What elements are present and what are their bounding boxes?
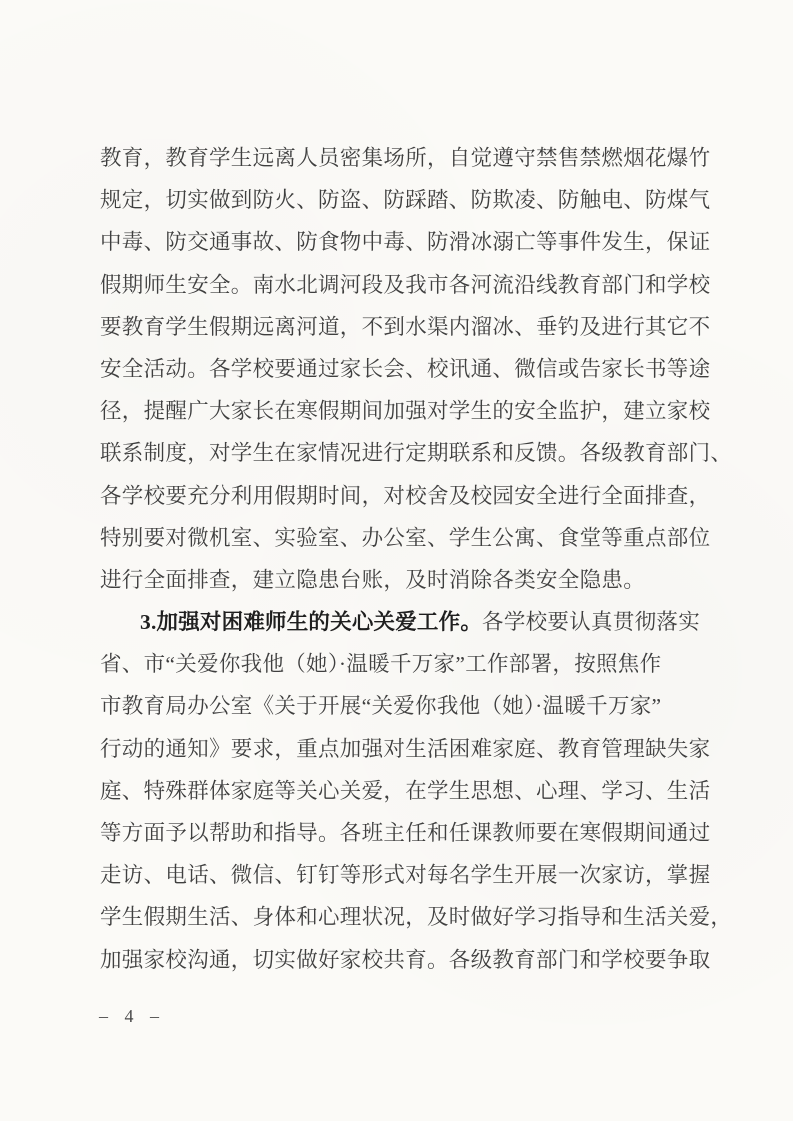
text-line: 中毒、防交通事故、防食物中毒、防滑冰溺亡等事件发生，保证 (100, 230, 711, 255)
text-line (100, 601, 716, 643)
text-line: 学生假期生活、身体和心理状况，及时做好学习指导和生活关爱， (100, 905, 733, 930)
text-line: 行动的通知》要求，重点加强对生活困难家庭、教育管理缺失家 (100, 736, 711, 761)
text-line: 教育，教育学生远离人员密集场所，自觉遵守禁售禁燃烟花爆竹 (100, 146, 711, 170)
text-line: 等方面予以帮助和指导。各班主任和任课教师要在寒假期间通过 (100, 821, 711, 845)
page-number: – 4 – (99, 1006, 165, 1026)
text-line: 假期师生安全。南水北调河段及我市各河流沿线教育部门和学校 (100, 272, 711, 297)
section-heading: 3.加强对困难师生的关心关爱工作。 (140, 610, 483, 635)
text-line: 安全活动。各学校要通过家长会、校讯通、微信或告家长书等途 (100, 356, 711, 381)
text-line: 径，提醒广大家长在寒假期间加强对学生的安全监护，建立家校 (100, 399, 711, 424)
text-line: 特别要对微机室、实验室、办公室、学生公寓、食堂等重点部位 (100, 525, 711, 550)
text-line: 要教育学生假期远离河道，不到水渠内溜冰、垂钓及进行其它不 (100, 314, 711, 339)
text-line: 进行全面排查，建立隐患台账，及时消除各类安全隐患。 (100, 567, 646, 592)
text-line: 各学校要充分利用假期时间，对校舍及校园安全进行全面排查， (100, 483, 711, 508)
text-line: 省、市“关爱你我他（她）·温暖千万家”工作部署，按照焦作 (100, 652, 662, 677)
text-line: 联系制度，对学生在家情况进行定期联系和反馈。各级教育部门、 (100, 441, 733, 466)
text-line: 走访、电话、微信、钉钉等形式对每名学生开展一次家访，掌握 (100, 863, 711, 888)
text-line: 庭、特殊群体家庭等关心关爱，在学生思想、心理、学习、生活 (100, 778, 711, 803)
text-line: 加强家校沟通，切实做好家校共育。各级教育部门和学校要争取 (100, 947, 711, 972)
text-line: 规定，切实做到防火、防盗、防踩踏、防欺凌、防触电、防煤气 (100, 188, 711, 213)
text-run: 各学校要认真贯彻落实 (482, 610, 701, 635)
text-line: 市教育局办公室《关于开展“关爱你我他（她）·温暖千万家” (100, 694, 662, 719)
document-body-text (100, 137, 733, 981)
